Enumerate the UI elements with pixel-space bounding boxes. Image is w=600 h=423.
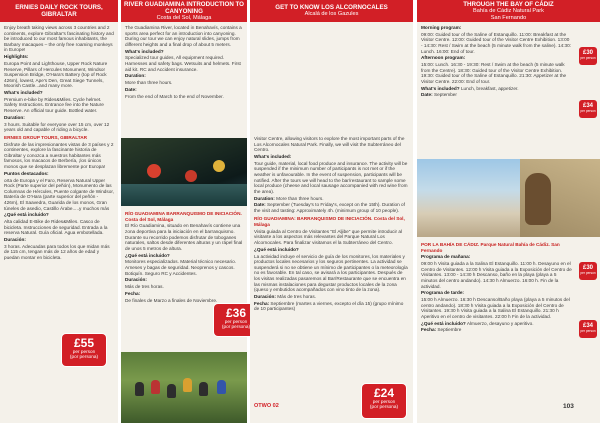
cadiz-badge-4-price: £34 [582, 323, 593, 329]
alcornocales-per-person-es: (por persona) [369, 404, 399, 409]
cadiz-afternoon-label: Afternoon program: [421, 55, 466, 61]
ernies-es-included: Alta calidad E-Bike de Rides&Miles. Casco de bicicleta. Instrucciones de seguridad. Entrada a la reserva Natural. Guía oficial. Agua embotellada. [4, 219, 108, 236]
canyoning-es-text: El Río Guadiamina, situado en Benahavís contiene una zona deportiva para la iniciación en el barranquismo. Durante su recorrido podemos disfrutar de toboganes naturales, saltos desde diferentes alturas y un rápel final de unos 5 metros de altura. [125, 223, 243, 251]
canyoning-es-included: Monitores especializados. Material técnico necesario. Arneses y bagas de seguridad. Neoprenos y cascos. Botiquín. Seguro RC y Accidentes. [125, 259, 236, 276]
cadiz-badge-1-price: £30 [582, 50, 593, 56]
alcornocales-title: GET TO KNOW LOS ALCORNOCALES [275, 4, 388, 11]
canyoning-included-label: What's included? [125, 48, 164, 54]
alcornocales-body [250, 22, 413, 312]
cadiz-morning: 09:00: Guided tour of the Saline of Estanquillo. 11:00: Breakfast at the Visitor Centre. 12:00: Guided tour of the Visitor Centre Exhibition. 13:00 - 14:30: Rest / Swim at the beach (5 minute walk from the saline). 14:30: Lunch. 16:00: End of tour. [421, 31, 572, 54]
column-alcornocales [250, 0, 413, 423]
cadiz-badge-4 [579, 320, 597, 338]
canyoning-title: RIVER GUADIAMINA INTRODUCTION TO CANYONING [124, 0, 244, 15]
alcornocales-included-label: What's included: [254, 153, 292, 159]
canyoning-date: From the end of March to the end of November. [125, 93, 224, 99]
ernies-highlights: Europa Point and Lighthouse, Upper Rock Nature Reserve, Pillars of Hercules Monument, Windsor Suspension Bridge, O'Hara's Battery (top of Rock 426m), lowest, Ape's Den, Great Siege Tunnels, Moorish Castle...and many more. [4, 60, 108, 89]
alcornocales-date: September (Tuesday's to Friday's, except on the 15th). Duration of the visit and tasting: Approximately 4h. (minimum group of 10 people). [254, 202, 405, 213]
ernies-es-included-label: ¿Qué está incluido? [4, 212, 49, 218]
cadiz-badge-3 [579, 262, 597, 280]
ernies-es-duration-label: Duración: [4, 237, 26, 243]
alcornocales-date-label: Date: [254, 202, 266, 208]
canyoning-es-title: RÍO GUADIAMINA BARRANQUISMO DE INICIACIÓN. Costa del Sol, Málaga [125, 211, 242, 222]
canyoning-intro: The Guadiamina River, located in Benahavís, contains a sports area perfect for an introduction into canyoning. During our tour we can enjoy natural slides, jumps from different heights and a final drop of about 5 meters. [125, 25, 242, 47]
canyoning-es-duration-label: Duración: [125, 277, 147, 283]
cadiz-es-morning: 09:00 h Visita guiada a la Salina El Estanquillo. 11:00 h. Desayuno en el Centro de Visitantes. 12:00 h Visita guiada a la Exposición del Centro de Visitantes. 13:00 - 14:30 h Descanso, baño en la playa (playa a 5 minutos del centro andando). 14:30 h Almuerzo. 16:00 h. Fin de la actividad. [421, 261, 572, 289]
canyoning-date-label: Date: [125, 86, 137, 92]
cadiz-included-label: What's included? [421, 85, 460, 91]
canyoning-photo [121, 138, 247, 206]
ernies-duration-label: Duration: [4, 114, 25, 120]
canyoning-es-date-label: Fecha: [125, 290, 141, 296]
ernies-included-label: What's included? [4, 90, 43, 96]
alcornocales-es-date-label: Fecha: [254, 300, 270, 306]
ernies-es-points: orta de Europa y el Faro, Reserva Natural Upper Rock (Parte superior del peñón), Monumento de las Columnas de Hércules, Puente colgante de Windsor, Batería de O'Hara (parte superior del peñón - 426m), El Saavedra, Guarida de los monos, Gran túneles de asedio, Castillo Árabe.....y muchos más [4, 177, 114, 211]
cadiz-badge-3-pp: per person [580, 271, 596, 275]
cadiz-title: THROUGH THE BAY OF CÁDIZ [463, 0, 554, 8]
canyoning-per-person: per person [224, 319, 248, 324]
alcornocales-subtitle: Alcalá de los Gazules [304, 11, 359, 17]
cadiz-badge-2-price: £34 [582, 103, 593, 109]
cadiz-badge-4-pp: per person [580, 329, 596, 333]
ernies-es-title: ERNIES GROUP TOURS, GIBRALTAR [4, 134, 87, 140]
ernies-title: ERNIES DAILY ROCK TOURS, GIBRALTAR [15, 4, 103, 18]
alcornocales-es-text: Visita guiada al Centro de Visitantes "El Aljibe" que permite introducir al visitante a los aspectos más relevantes del Parque Natural Los Alcornocales. Para finalizar visitamos el la Subterráneo del Centro. [254, 228, 403, 246]
cadiz-badge-2-pp: per person [580, 109, 596, 113]
ernies-header [0, 0, 118, 22]
cadiz-es-date: Septiembre [437, 327, 462, 333]
ernies-per-person-es: (por persona) [69, 354, 99, 359]
ernies-intro: Enjoy breath taking views across 3 countries and 2 continents, explore Gibraltar's fascinating history and be introduced to our most famous inhabitants, the Barbary macaques – the only free roaming monkeys in Europe! [4, 25, 114, 53]
ernies-per-person: per person [72, 349, 96, 354]
canyoning-es-body [121, 208, 247, 304]
cadiz-badge-1-pp: per person [580, 56, 596, 60]
cadiz-morning-label: Morning program: [421, 25, 462, 30]
ernies-es-duration: 3 horas. Adecuadas para todos los que midan más de 115 cm, tengan más de 12 años de edad y puedan montar en bicicleta. [4, 243, 110, 260]
alcornocales-es-included: La actividad incluye el servicio de guía de los monitores, los materiales y productos locales necesarios y los seguros pertinentes. La actividad se suspenderá si no se obtiene un mínimo de participantes o la meteorología no es favorable. En tal caso, se avisará a los participantes. Después de los visitas realizadas pasaremos al Bar/Restaurante que se encuentra en las mismas instalaciones para degustar productos locales de la zona (queso y embutidos acompañados con vino tinto de la zona). [254, 253, 408, 293]
canyoning-es-included-label: ¿Qué está incluido? [125, 252, 170, 258]
canyoning-subtitle: Costa del Sol, Málaga [156, 14, 212, 21]
ernies-es-points-label: Puntos destacados: [4, 170, 49, 176]
alcornocales-intro: Visitor Centre, allowing visitors to explore the most important parts of the Los Alcornocales Natural Park. Finally, we will visit the Subterráneo del Centro. [254, 136, 405, 153]
canyoning-header [121, 0, 247, 22]
page-number: 103 [563, 403, 574, 410]
ernies-es-intro: Disfrute de las impresionantes vistas de 3 países y 2 continentes, explore la fascinante historia de Gibraltar y conozca a nuestros habitantes más famosos, los macacos de Berbería, ¡los únicos monos que se desplazan libremente por Europa! [4, 141, 114, 169]
cadiz-badge-2 [579, 100, 597, 118]
cadiz-subtitle-2: San Fernando [490, 14, 527, 21]
cadiz-es-date-label: Fecha: [421, 327, 437, 333]
alcornocales-es-duration: Más de tres horas. [277, 293, 317, 299]
alcornocales-price: £24 [373, 386, 395, 400]
ernies-included: Premium e-bike by Rides&Miles. Cycle helmet. Safety Instructions. Entrance fee into the Nature Reserve. An official tour guide. Bottled water. [4, 96, 104, 114]
alcornocales-duration-label: Duration: [254, 195, 275, 201]
canyoning-duration: More than three hours. [125, 80, 173, 86]
cadiz-es-body [417, 239, 600, 334]
cadiz-es-afternoon-label: Programa de tarde: [421, 290, 464, 296]
cadiz-badge-1 [579, 47, 597, 65]
cadiz-header [417, 0, 600, 22]
cadiz-es-included-label: ¿Qué está incluido? [421, 320, 466, 326]
cadiz-date: September [434, 92, 457, 98]
alcornocales-es-date: Septiembre (martes a viernes, excepto el día 15) (grupo mínimo de 10 participantes) [254, 300, 404, 312]
canyoning-body [121, 22, 247, 99]
cadiz-included: Lunch, breakfast, appetizer. [460, 85, 519, 91]
cadiz-afternoon: 15:00: Lunch. 16:30 - 19:30: Rest / Swim at the beach (5 minute walk from the Centre). 18:30: Guided tour of the Visitor Centre Exhibition. 19:30: Guided tour of the Saline of Estanquillo. 21:30: Appetizer at the Visitor Centre. 22:00: End of tour. [421, 62, 567, 84]
group-photo [121, 352, 247, 423]
ernies-highlights-label: Highlights: [4, 54, 29, 60]
cadiz-es-title: POR LA BAHÍA DE CÁDIZ. Parque Natural Bahía de Cádiz. San Fernando [421, 242, 560, 253]
cadiz-subtitle-1: Bahía de Cádiz Natural Park [473, 7, 544, 14]
cadiz-es-included: Almuerzo, desayuno y aperitivo. [466, 320, 534, 326]
alcornocales-duration: More than three hours. [276, 195, 324, 201]
ernies-price: £55 [73, 336, 95, 350]
canyoning-price: £36 [225, 306, 247, 320]
column-ernies-tours [0, 0, 118, 423]
ernies-body [0, 22, 118, 261]
cadiz-badge-3-price: £30 [582, 265, 593, 271]
monkey-photo [417, 159, 600, 237]
ernies-price-badge [62, 334, 106, 366]
alcornocales-es-duration-label: Duración: [254, 293, 276, 299]
cadiz-date-label: Date: [421, 92, 433, 98]
alcornocales-per-person: per person [372, 399, 396, 404]
alcornocales-footer: OTWO 02 [254, 403, 279, 409]
canyoning-es-duration: Más de tres horas. [125, 284, 164, 290]
alcornocales-price-badge [362, 384, 406, 418]
alcornocales-included: Tour guide, material, local food produce and insurance. The activity will be suspended if the minimum number of participants is not met or if the weather is unfavourable. In the event of suspension, participants will be notified. After the tours we will head to the bar/restaurant to sample some local produce (cheese and local sausage accompanied with red wine from the area). [254, 160, 408, 194]
canyoning-duration-label: Duration: [125, 73, 146, 79]
canyoning-included: Specialized tour guides, All equipment required. Harnesses and safety bags. Wetsuits and helmets. First aid kit. RC and Accident insurance. [125, 55, 241, 72]
cadiz-body [417, 22, 600, 98]
alcornocales-es-title: RÍO GUADIAMINA: BARRANQUISMO DE INICIACIÓN. Costa del Sol, Málaga [254, 216, 405, 228]
alcornocales-es-included-label: ¿Qué está incluido? [254, 246, 299, 252]
cadiz-es-afternoon: 15:00 h Almuerzo. 16:30 h Descanso/Baño playa (playa a 5 minutos del centro andando). 18:30 h Visita guiada a la Exposición del Centro de Visitantes. 19:30 h Visita guiada a la Salina El Estanquillo. 21:30 h Aperitivo en el centro de visitantes. 22:00 h Fin de la actividad. [421, 297, 570, 319]
alcornocales-header [250, 0, 413, 22]
canyoning-es-date: De finales de Marzo a finales de Noviembre. [125, 297, 218, 303]
canyoning-per-person-es: (por persona) [221, 324, 251, 329]
cadiz-es-morning-label: Programa de mañana: [421, 254, 471, 260]
ernies-duration: 3 hours. Suitable for everyone over 15 cm, over 12 years old and capable of riding a bicycle. [4, 121, 110, 133]
